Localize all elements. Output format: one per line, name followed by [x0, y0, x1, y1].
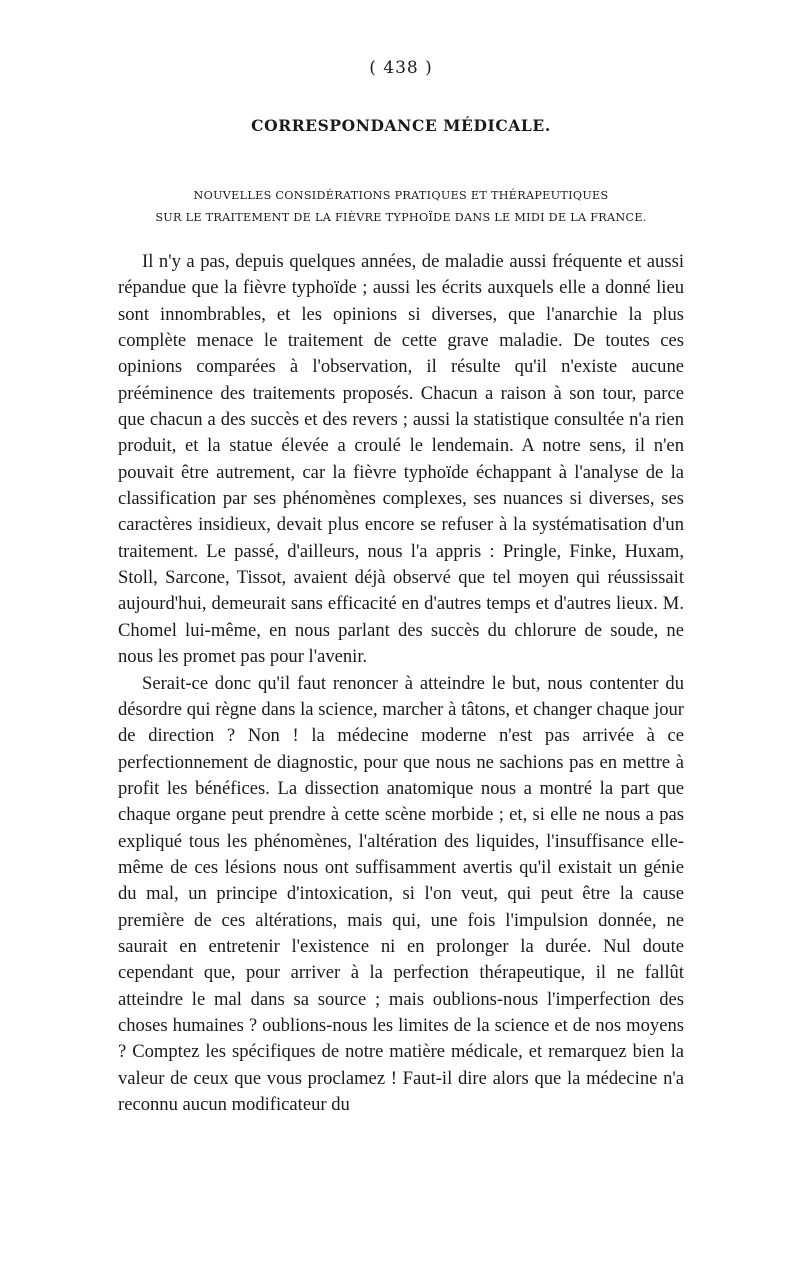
article-title-line-1: NOUVELLES CONSIDÉRATIONS PRATIQUES ET THÉRAPEUTIQUES: [193, 189, 609, 202]
paragraph-2: Serait-ce donc qu'il faut renoncer à atteindre le but, nous contenter du désordre qui règne dans la science, marcher à tâtons, et changer chaque jour de direction ? Non ! la médecine moderne n'est pas arrivée à ce perfectionnement de diagnostic, pour que nous ne sachions pas en mettre à profit les bénéfices. La dissection anatomique nous a montré la part que chaque organe peut prendre à cette scène morbide ; et, si elle ne nous a pas expliqué tous les phénomènes, l'altération des liquides, l'insuffisance elle-même de ces lésions nous ont suffisamment avertis qu'il existait un génie du mal, un principe d'intoxication, si l'on veut, qui peut être la cause première de ces altérations, mais qui, une fois l'impulsion donnée, ne saurait en entretenir l'existence ni en prolonger la durée. Nul doute cependant que, pour arriver à la perfection thérapeutique, il ne fallût atteindre le mal dans sa source ; mais oublions-nous l'imperfection des choses humaines ? oublions-nous les limites de la science et de nos moyens ? Comptez les spécifiques de notre matière médicale, et remarquez bien la valeur de ceux que vous proclamez ! Faut-il dire alors que la médecine n'a reconnu aucun modificateur du: [118, 672, 684, 1115]
page-number: ( 438 ): [369, 58, 433, 78]
article-body: [118, 249, 684, 1118]
document-page: [118, 58, 684, 1118]
article-title: [118, 185, 684, 229]
section-title: CORRESPONDANCE MÉDICALE.: [251, 116, 551, 135]
paragraph-1: Il n'y a pas, depuis quelques années, de maladie aussi fréquente et aussi répandue que la fièvre typhoïde ; aussi les écrits auxquels elle a donné lieu sont innombrables, et les opinions si diverses, que l'anarchie la plus complète menace le traitement de cette grave maladie. De toutes ces opinions comparées à l'observation, il résulte qu'il n'existe aucune prééminence des traitements proposés. Chacun a raison à son tour, parce que chacun a des succès et des revers ; aussi la statistique consultée n'a rien produit, et la statue élevée a croulé le lendemain. A notre sens, il n'en pouvait être autrement, car la fièvre typhoïde échappant à l'analyse de la classification par ses phénomènes complexes, ses nuances si diverses, ses caractères insidieux, devait plus encore se refuser à la systématisation d'un traitement. Le passé, d'ailleurs, nous l'a appris : Pringle, Finke, Huxam, Stoll, Sarcone, Tissot, avaient déjà observé que tel moyen qui réussissait aujourd'hui, demeurait sans efficacité en d'autres temps et d'autres lieux. M. Chomel lui-même, en nous parlant des succès du chlorure de soude, ne nous les promet pas pour l'avenir.: [118, 251, 684, 668]
article-title-line-2: SUR LE TRAITEMENT DE LA FIÈVRE TYPHOÏDE DANS LE MIDI DE LA FRANCE.: [155, 211, 647, 224]
